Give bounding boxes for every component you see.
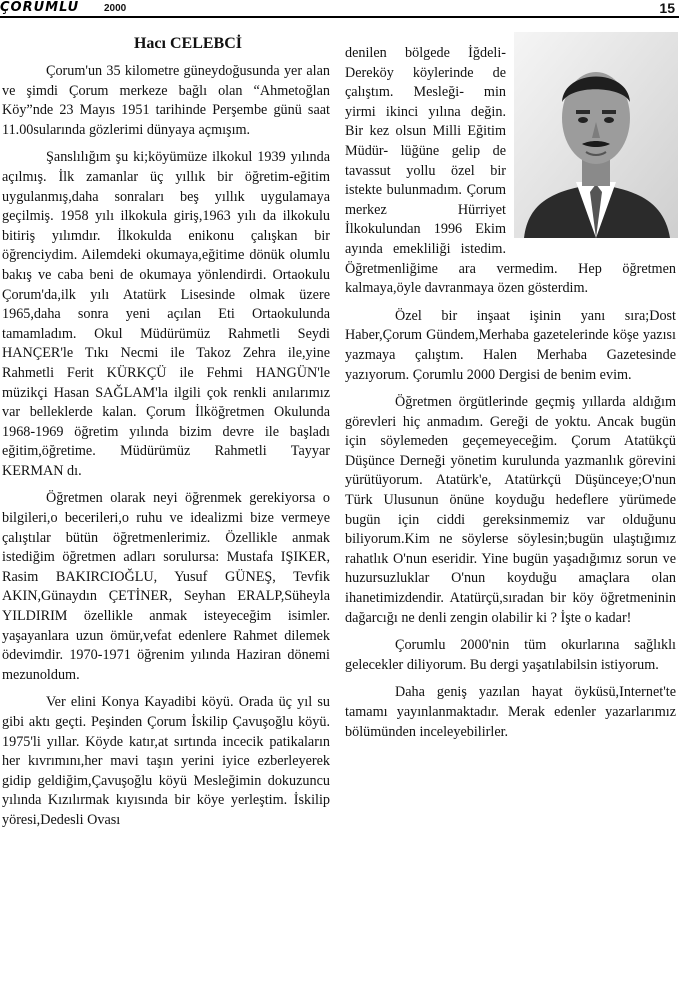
page-number: 15 xyxy=(659,0,675,16)
article-paragraph: Çorum'un 35 kilometre güneydoğusunda yer alan ve şimdi Çorum merkeze bağlı olan “Ahmetoğlan Köy”nde 23 Mayıs 1951 tarihinde Perşembe günü saat 11.00sularında gözlerimi dünyaya açmışım. xyxy=(2,63,330,138)
header-rule xyxy=(0,16,679,18)
article-paragraph: Daha geniş yazılan hayat öyküsü,Internet'te tamamı yayınlanmaktadır. Merak edenler yazarlarımız bölümünden inceleyebilirler. xyxy=(345,684,676,740)
magazine-year: 2000 xyxy=(104,3,127,14)
article-paragraph: Ver elini Konya Kayadibi köyü. Orada üç yıl su gibi aktı geçti. Peşinden Çorum İskilip Çavuşoğlu köyü. 1975'li yıllar. Köyde katır,at sırtında incecik patikaların her kıvrımını,her mavi taşın yerini iyice ezberleyerek gidip geldiğim,Çavuşoğlu köyü Mesleğimin dokuzuncu yılında Kızılırmak kıyısında bir köye yerleştim. İskilip yöresi,Dedesli Ovası xyxy=(2,694,330,828)
article-paragraph: Çorumlu 2000'nin tüm okurlarına sağlıklı gelecekler diliyorum. Bu dergi yaşatılabilsin istiyorum. xyxy=(345,637,676,673)
page-header xyxy=(0,0,679,18)
article-left-column xyxy=(2,34,330,839)
portrait-photo-icon xyxy=(514,32,678,238)
article-right-column xyxy=(345,44,676,750)
article-paragraph: Özel bir inşaat işinin yanı sıra;Dost Haber,Çorum Gündem,Merhaba gazetelerinde köşe yazısı yazmaya çalıştım. Halen Merhaba Gazetesinde yazıyorum. Çorumlu 2000 Dergisi de benim evim. xyxy=(345,307,676,383)
article-title: Hacı CELEBCİ xyxy=(133,35,242,52)
article-paragraph: denilen bölgede İğdeli-Dereköy köylerinde de çalıştım. Mesleği- min yirmi ikinci yılına değin. Bir kez olsun Milli Eğitim Müdür- lüğüne gelip de tavassut yollu özel bir istekte bulunmadım. Çorum merkez Hürriyet İlkokulundan 1996 Ekim ayında emekliliği istedim. Öğretmenliğime ara vermedim. Hep öğretmen kalmaya,öyle davranmaya özen gösterdim. xyxy=(345,45,676,297)
article-paragraph: Öğretmen olarak neyi öğrenmek gerekiyorsa o bilgileri,o becerileri,o ruhu ve idealizmi bize vermeye çalıştılar bütün öğretmenlerimiz. Özellikle anmak istediğim öğretmen adları sorulursa: Mustafa IŞIKER, Rasim BAKIRCIOĞLU, Yusuf GÜNEŞ, Tevfik AKIN,Günaydın ÇETİNER, Seyhan ERALP,Süheyla YILDIRIM özellikle anmak isteyeceğim isimler. yaşayanlara uzun ömür,vefat edenlere Rahmet dilemek ödevimdir. 1970-1971 öğrenim yılında Haziran dönemi mezunoldum. xyxy=(2,490,330,683)
article-paragraph: Öğretmen örgütlerinde geçmiş yıllarda aldığım görevleri hiç anmadım. Gereği de yoktu. Ancak bugün için söylemeden geçemeyeceğim. Çorum Atatükçü Düşünce Derneği yönetim kurulunda yazmanlık görevini yürütüyorum. Atatürk'e, Atatürkçü Düşünceye;O'nun Türk Ulusunun önüne koyduğu hedeflere yürümede bugün için ciddi gereksinmemiz var olduğunu biliyorum.Kim ne söylerse söylesin;bugün ulaştığımız rahatlık O'nun eseridir. Yine bugün yaşadığımız sorun ve huzursuzluklar O'nun koyduğu amaçlara olan ihanetimizdendir. Atatürçü,sıradan bir köy öğretmeninin dağarcığı ne denli zengin olabilir ki ? İşte o kadar! xyxy=(345,394,676,626)
magazine-logo: ÇORUMLU xyxy=(0,0,80,15)
article-paragraph: Şanslılığım şu ki;köyümüze ilkokul 1939 yılında açılmış. İlk zamanlar üç yıllık bir öğretim-eğitim uygulanmış,daha sonraları beş yıllık uygulamaya geçilmiş. 1958 yılı ilkokula giriş,1963 yılı da ilkokulu bitiriş yılımdır. İlkokulda enikonu çalışkan bir öğrenciydim. Ailemdeki okumaya,eğitime dönük olumlu bakış ve caba beni de okumaya yönlendirdi. Ortaokulu Çorum'da,ilk yılı Atatürk Lisesinde olmak üzere 1965,daha sonra yeni açılan Eti Ortaokulunda tamamladım. Okul Müdürümüz Rahmetli Seydi HANÇER'le Tıkı Necmi ile Takoz Zehra ile,yine Rahmetli Ferit KÜRKÇÜ ile Fehmi HANGÜN'le müzikçi Hasan SAĞLAM'la ilgili çok renkli anılarımız var belleklerde kalan. Çorum İlköğretmen Okulunda 1968-1969 öğretim yılında bizim devre ile başladı eğitim,öğretime. Müdürümüz Rahmetli Tayyar KERMAN dı. xyxy=(2,149,330,479)
